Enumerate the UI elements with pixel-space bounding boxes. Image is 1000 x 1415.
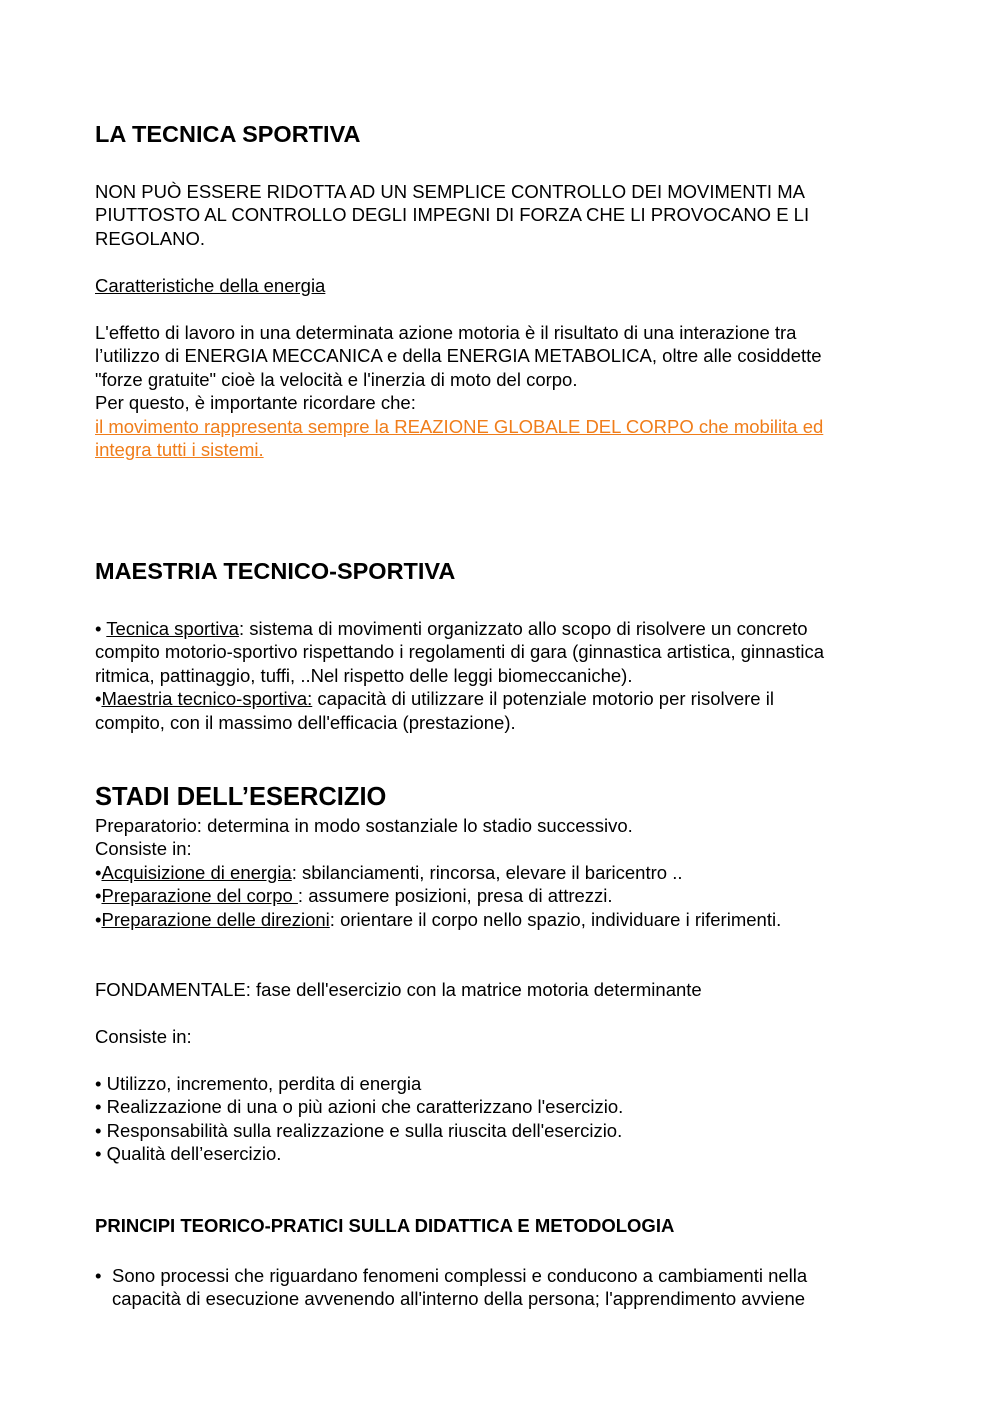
section-title-maestria: MAESTRIA TECNICO-SPORTIVA	[95, 558, 456, 584]
body-line: Per questo, è importante ricordare che:	[95, 392, 416, 414]
term-acquisizione: Acquisizione di energia	[101, 861, 292, 883]
list-item: •Preparazione del corpo : assumere posizioni, presa di attrezzi.	[95, 885, 613, 907]
intro-paragraph	[95, 180, 925, 250]
list-item-line: compito motorio-sportivo rispettando i regolamenti di gara (ginnastica artistica, ginnastica	[95, 641, 825, 663]
fondamentale-text: FONDAMENTALE: fase dell'esercizio con la matrice motoria determinante	[95, 979, 702, 1000]
body-line: "forze gratuite" cioè la velocità e l'inerzia di moto del corpo.	[95, 368, 578, 390]
list-item	[95, 1264, 942, 1311]
body-line: l’utilizzo di ENERGIA MECCANICA e della ENERGIA METABOLICA, oltre alle cosiddette	[95, 345, 822, 367]
term-preparazione-corpo: Preparazione del corpo	[101, 885, 298, 907]
intro-line: NON PUÒ ESSERE RIDOTTA AD UN SEMPLICE CONTROLLO DEI MOVIMENTI MA	[95, 181, 805, 202]
maestria-list	[95, 617, 925, 734]
energy-paragraph	[95, 321, 925, 461]
term-preparazione-direzioni: Preparazione delle direzioni	[101, 908, 330, 930]
list-item: •Acquisizione di energia: sbilanciamenti, rincorsa, elevare il baricentro ..	[95, 861, 683, 883]
subheading-energia	[95, 274, 925, 297]
highlight-line: il movimento rappresenta sempre la REAZIONE GLOBALE DEL CORPO che mobilita ed	[95, 415, 824, 437]
list-item-line: Sono processi che riguardano fenomeni complessi e conducono a cambiamenti nella	[112, 1265, 808, 1286]
list-item: •Maestria tecnico-sportiva: capacità di utilizzare il potenziale motorio per risolvere il	[95, 688, 774, 710]
list-item: • Responsabilità sulla realizzazione e sulla riuscita dell'esercizio.	[95, 1119, 623, 1141]
list-item: • Realizzazione di una o più azioni che caratterizzano l'esercizio.	[95, 1096, 624, 1118]
consiste-label: Consiste in:	[95, 838, 192, 860]
intro-line: PIUTTOSTO AL CONTROLLO DEGLI IMPEGNI DI FORZA CHE LI PROVOCANO E LI	[95, 204, 810, 226]
section-title-stadi: STADI DELL’ESERCIZIO	[95, 783, 387, 811]
list-item: • Qualità dell’esercizio.	[95, 1143, 282, 1165]
preparatorio-text: Preparatorio: determina in modo sostanziale lo stadio successivo.	[95, 815, 633, 836]
bullet-symbol: •	[95, 1265, 102, 1286]
body-line: L'effetto di lavoro in una determinata azione motoria è il risultato di una interazione tra	[95, 322, 797, 343]
fondamentale-list	[95, 1072, 925, 1166]
list-item-line: compito, con il massimo dell'efficacia (prestazione).	[95, 711, 516, 733]
stadi-preparatorio	[95, 814, 925, 931]
term-maestria: Maestria tecnico-sportiva:	[101, 688, 313, 710]
highlight-line: integra tutti i sistemi.	[95, 439, 264, 461]
subheading-text: Caratteristiche della energia	[95, 275, 326, 296]
section-title-tecnica-sportiva: LA TECNICA SPORTIVA	[95, 121, 361, 147]
term-tecnica-sportiva: Tecnica sportiva	[106, 618, 239, 639]
list-item: • Tecnica sportiva: sistema di movimenti organizzato allo scopo di risolvere un concreto	[95, 618, 808, 639]
list-item: • Utilizzo, incremento, perdita di energia	[95, 1073, 422, 1094]
list-item-line: ritmica, pattinaggio, tuffi, ..Nel rispetto delle leggi biomeccaniche).	[95, 664, 633, 686]
document-page	[95, 0, 925, 1310]
intro-line: REGOLANO.	[95, 227, 205, 249]
list-item: •Preparazione delle direzioni: orientare il corpo nello spazio, individuare i riferimenti.	[95, 908, 782, 930]
list-item-line: capacità di esecuzione avvenendo all'interno della persona; l'apprendimento avviene	[112, 1288, 806, 1310]
section-title-principi: PRINCIPI TEORICO-PRATICI SULLA DIDATTICA E METODOLOGIA	[95, 1215, 675, 1236]
consiste-label-2: Consiste in:	[95, 1026, 192, 1047]
